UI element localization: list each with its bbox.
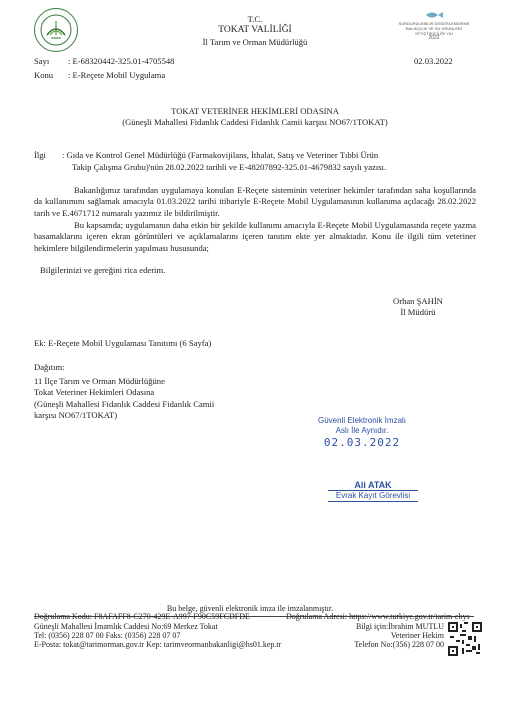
ministry-logo — [34, 8, 78, 52]
recipient-line2: (Güneşli Mahallesi Fidanlık Caddesi Fidanlık Camii karşısı NO67/1TOKAT) — [122, 117, 388, 128]
verification-code: Doğrulama Kodu: F8AFAFF8-C270-429E-A997-F90C59FCDFDE — [34, 612, 250, 621]
year-logo-line2: BALIKÇILIK VE SU ÜRÜNLERİ — [405, 26, 463, 31]
ilgi-text-line2: Takip Çalışma Grubu)'nün 28.02.2022 tarihli ve E-48207892-325.01-4679832 sayılı yazısı. — [72, 162, 387, 172]
recipient-line1: TOKAT VETERİNER HEKİMLERİ ODASINA — [171, 106, 339, 116]
qr-code-icon — [448, 622, 482, 656]
body-paragraph-2: Bu kapsamda; uygulamanın daha etkin bir şekilde kullanımı amacıyla E-Reçete Mobil Uygulamasında reçete yazma basamaklarını içeren ekran görüntüleri ve açıklamalarını içeren tanıtım ekte yer almaktadır. Konu ile ilgili tüm veteriner hekimlere bilgilendirmelerin yapılması hususunda; — [34, 220, 476, 253]
distribution-item: (Güneşli Mahallesi Fidanlık Caddesi Fidanlık Camii — [34, 398, 215, 409]
ilgi-text-line1: : Gıda ve Kontrol Genel Müdürlüğü (Farmakovijilans, İthalat, Satış ve Veteriner Tıbbi Ürün — [62, 150, 379, 160]
signer-name: Orhan ŞAHİN — [393, 296, 443, 306]
info-phone: Telefon No:(356) 228 07 00 — [354, 640, 444, 649]
konu-value: : E-Reçete Mobil Uygulama — [68, 70, 166, 80]
stamp-line2: Aslı İle Aynıdır. — [335, 426, 389, 435]
ministry-emblem-icon — [39, 13, 73, 47]
recipient-block — [60, 106, 450, 129]
footer-address: Güneşli Mahallesi İmamlık Caddesi No:69 Merkez Tokat — [34, 622, 218, 631]
stamp-date: 02.03.2022 — [323, 436, 401, 449]
stamp-officer-name: Ali ATAK — [354, 480, 392, 490]
body-paragraph-3: Bilgilerinizi ve gereğini rica ederim. — [40, 265, 166, 275]
stamp-officer-role: Evrak Kayıt Görevlisi — [328, 490, 418, 502]
header-directorate: İl Tarım ve Orman Müdürlüğü — [202, 36, 308, 47]
true-copy-stamp — [292, 416, 432, 448]
header-tc: T.C. — [247, 14, 263, 24]
document-date: 02.03.2022 — [414, 56, 453, 66]
signature-block — [393, 296, 443, 319]
year-logo-line1: SÜRDÜRÜLEBİLİR DEĞERLENDİRME — [398, 21, 470, 26]
footer-phone-fax: Tel: (0356) 228 07 00 Faks: (0356) 228 07 07 — [34, 631, 181, 640]
distribution-item: karşısı NO67/1TOKAT) — [34, 410, 118, 421]
distribution-item: 11 İlçe Tarım ve Orman Müdürlüğüne — [34, 376, 165, 386]
fish-icon — [424, 10, 444, 20]
konu-label: Konu — [34, 70, 54, 80]
stamp-line1: Güvenli Elektronik İmzalı — [317, 416, 407, 425]
header-block — [130, 14, 380, 48]
attachment-line: Ek: E-Reçete Mobil Uygulaması Tanıtımı (6 Sayfa) — [34, 338, 212, 348]
ilgi-label: İlgi — [34, 150, 46, 160]
info-role: Veteriner Hekim — [390, 631, 444, 640]
year-logo-line3: YETİŞTİRİCİLİĞİ YILI — [414, 31, 454, 36]
verification-address: Doğrulama Adresi: https://www.turkiye.gov.tr/tarim-ebys — [286, 612, 470, 621]
footer-email: E-Posta: tokat@tarimorman.gov.tr Kep: tarimveormanbakanligi@hs01.kep.tr — [34, 640, 282, 649]
distribution-label: Dağıtım: — [34, 362, 65, 372]
registry-stamp — [328, 480, 418, 502]
info-contact: Bilgi için:İbrahim MUTLU — [356, 622, 444, 631]
body-paragraph-1: Bakanlığımız tarafından uygulamaya konulan E-Reçete sisteminin veteriner hekimler tarafından saha koşullarında da kullanımını sağlamak amacıyla 01.03.2022 tarihi itibariyle E-Reçete Mobil Uygulamasının kullanıma açılacağı 28.02.2022 tarih ve E.4671712 numaralı yazımız ile bildirilmiştir. — [34, 185, 476, 218]
year-logo-line4: 2022 — [428, 35, 440, 41]
signer-title: İl Müdürü — [400, 307, 436, 318]
distribution-list — [34, 376, 274, 422]
sayi-label: Sayı — [34, 56, 50, 66]
sayi-value: : E-68320442-325.01-4705548 — [68, 56, 175, 66]
header-governorship: TOKAT VALİLİĞİ — [218, 25, 292, 36]
year-logo — [398, 10, 470, 46]
footer-info-block — [340, 622, 444, 649]
distribution-item: Tokat Veteriner Hekimleri Odasına — [34, 387, 155, 398]
footer-notice: Bu belge, güvenli elektronik imza ile imzalanmıştır. — [166, 604, 334, 613]
